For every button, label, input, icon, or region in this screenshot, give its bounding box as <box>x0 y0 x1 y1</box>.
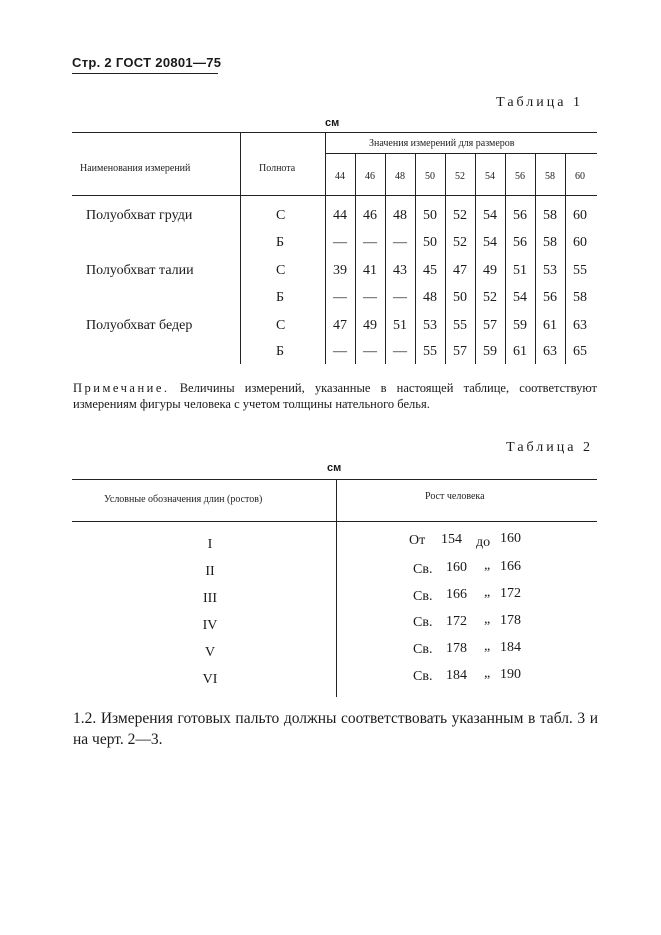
table1-cell: 43 <box>393 263 407 278</box>
table1-cell: 58 <box>573 290 587 305</box>
table2-sep: до <box>476 535 491 550</box>
table2-to: 190 <box>500 667 521 682</box>
table2-prefix: Св. <box>413 562 433 577</box>
table1-cell: — <box>363 344 377 359</box>
table2-from: 154 <box>441 532 462 547</box>
table1-row-fullness: С <box>276 208 286 223</box>
table1-cell: 52 <box>453 208 467 223</box>
table2-symbol: VI <box>202 672 218 687</box>
table1-cell: 63 <box>543 344 557 359</box>
table1-cell: 61 <box>513 344 527 359</box>
table2-col-symbols: Условные обозначения длин (ростов) <box>104 494 263 505</box>
table2-top-rule <box>72 479 597 480</box>
table1-size-48: 48 <box>395 171 405 182</box>
table1-cell: 51 <box>393 318 407 333</box>
table2-vline <box>336 479 337 697</box>
table1-cell: 44 <box>333 208 347 223</box>
table2-from: 172 <box>446 614 467 629</box>
table2-to: 166 <box>500 559 521 574</box>
table2-prefix: От <box>409 533 426 548</box>
table1-cell: 58 <box>543 235 557 250</box>
table2-symbol: V <box>204 645 216 660</box>
table1-size-54: 54 <box>485 171 495 182</box>
table1-cell: 56 <box>543 290 557 305</box>
table1-cell: 41 <box>363 263 377 278</box>
table2-prefix: Св. <box>413 642 433 657</box>
table1-col-values-title: Значения измерений для размеров <box>369 138 515 149</box>
table2-symbol: IV <box>202 618 218 633</box>
table1-cell: 55 <box>573 263 587 278</box>
table1-size-60: 60 <box>575 171 585 182</box>
table2-caption: Таблица 2 <box>506 440 593 455</box>
table1-cell: 54 <box>513 290 527 305</box>
table1-row-fullness: Б <box>276 344 285 359</box>
table1-cell: 53 <box>423 318 437 333</box>
table1-col-names: Наименования измерений <box>80 163 191 174</box>
table2-to: 178 <box>500 613 521 628</box>
table2-sep: „ <box>484 666 491 681</box>
table1-cell: 53 <box>543 263 557 278</box>
table1-cell: 48 <box>423 290 437 305</box>
table2-col-height: Рост человека <box>425 491 485 502</box>
table2-prefix: Св. <box>413 669 433 684</box>
table2-sep: „ <box>484 558 491 573</box>
table1-size-58: 58 <box>545 171 555 182</box>
table1-cell: 57 <box>483 318 497 333</box>
table1-col-fullness: Полнота <box>259 163 296 174</box>
table2-to: 172 <box>500 586 521 601</box>
table1-size-50: 50 <box>425 171 435 182</box>
table1-cell: 52 <box>483 290 497 305</box>
table2-unit: см <box>327 462 342 474</box>
table2-from: 178 <box>446 641 467 656</box>
table2-to: 184 <box>500 640 521 655</box>
table1-cell: — <box>393 235 407 250</box>
table2-prefix: Св. <box>413 615 433 630</box>
table1-header-bottom-rule <box>72 195 597 196</box>
table1-cell: 47 <box>333 318 347 333</box>
table1-row-name: Полуобхват талии <box>86 263 194 278</box>
table1-cell: 65 <box>573 344 587 359</box>
table1-size-52: 52 <box>455 171 465 182</box>
table1-cell: 60 <box>573 235 587 250</box>
table2-sep: „ <box>484 639 491 654</box>
note-label: Примечание. <box>73 381 170 395</box>
table1-cell: 57 <box>453 344 467 359</box>
table1-cell: 56 <box>513 208 527 223</box>
table1-cell: 63 <box>573 318 587 333</box>
table1-cell: 59 <box>483 344 497 359</box>
table1-cell: 54 <box>483 208 497 223</box>
table1-row-fullness: С <box>276 318 286 333</box>
table1-cell: 50 <box>423 208 437 223</box>
table2-symbol: III <box>203 591 217 606</box>
table1-unit: см <box>325 117 340 129</box>
table1-cell: — <box>333 235 347 250</box>
table2-header-bottom-rule <box>72 521 597 522</box>
table1-cell: 60 <box>573 208 587 223</box>
table1-cell: 56 <box>513 235 527 250</box>
table1-cell: 55 <box>453 318 467 333</box>
table1-cell: 45 <box>423 263 437 278</box>
table1-row-fullness: С <box>276 263 286 278</box>
table1-row-name: Полуобхват бедер <box>86 318 193 333</box>
table1-cell: 55 <box>423 344 437 359</box>
table2-sep: „ <box>484 585 491 600</box>
table1-cell: 58 <box>543 208 557 223</box>
table2-to: 160 <box>500 531 521 546</box>
table2-sep: „ <box>484 612 491 627</box>
page-header: Стр. 2 ГОСТ 20801—75 <box>72 55 222 70</box>
table1-cell: — <box>363 290 377 305</box>
table2-symbol: I <box>207 537 213 552</box>
table2-from: 184 <box>446 668 467 683</box>
table1-cell: 47 <box>453 263 467 278</box>
table1-size-44: 44 <box>335 171 345 182</box>
table1-cell: — <box>393 290 407 305</box>
table1-cell: 39 <box>333 263 347 278</box>
table1-row-fullness: Б <box>276 290 285 305</box>
table2-prefix: Св. <box>413 589 433 604</box>
table1-cell: — <box>333 344 347 359</box>
table1-row-fullness: Б <box>276 235 285 250</box>
table1-cell: 49 <box>483 263 497 278</box>
table1-size-46: 46 <box>365 171 375 182</box>
table1-vline <box>240 132 241 364</box>
table1-cell: 54 <box>483 235 497 250</box>
table1-top-rule <box>72 132 597 133</box>
paragraph-1-2: 1.2. Измерения готовых пальто должны соответствовать указанным в табл. 3 и на черт. 2—3. <box>73 710 598 748</box>
table1-cell: 48 <box>393 208 407 223</box>
table1-cell: 51 <box>513 263 527 278</box>
table1-size-56: 56 <box>515 171 525 182</box>
table1-caption: Таблица 1 <box>496 95 583 110</box>
header-rule <box>72 73 218 74</box>
table2-from: 166 <box>446 587 467 602</box>
note-text: Величины измерений, указанные в настоящей таблице, соответствуют измерениям фигуры человека с учетом толщины нательного белья. <box>73 381 598 411</box>
table1-cell: — <box>333 290 347 305</box>
table1-cell: 52 <box>453 235 467 250</box>
table2-symbol: II <box>205 564 215 579</box>
table1-cell: 59 <box>513 318 527 333</box>
table1-row-name: Полуобхват груди <box>86 208 193 223</box>
table1-note <box>73 380 597 412</box>
table1-cell: — <box>363 235 377 250</box>
table1-cell: 46 <box>363 208 377 223</box>
table1-cell: — <box>393 344 407 359</box>
table1-cell: 49 <box>363 318 377 333</box>
table1-cell: 61 <box>543 318 557 333</box>
table1-cell: 50 <box>423 235 437 250</box>
table1-subheader-rule <box>325 153 597 154</box>
table2-from: 160 <box>446 560 467 575</box>
table1-cell: 50 <box>453 290 467 305</box>
